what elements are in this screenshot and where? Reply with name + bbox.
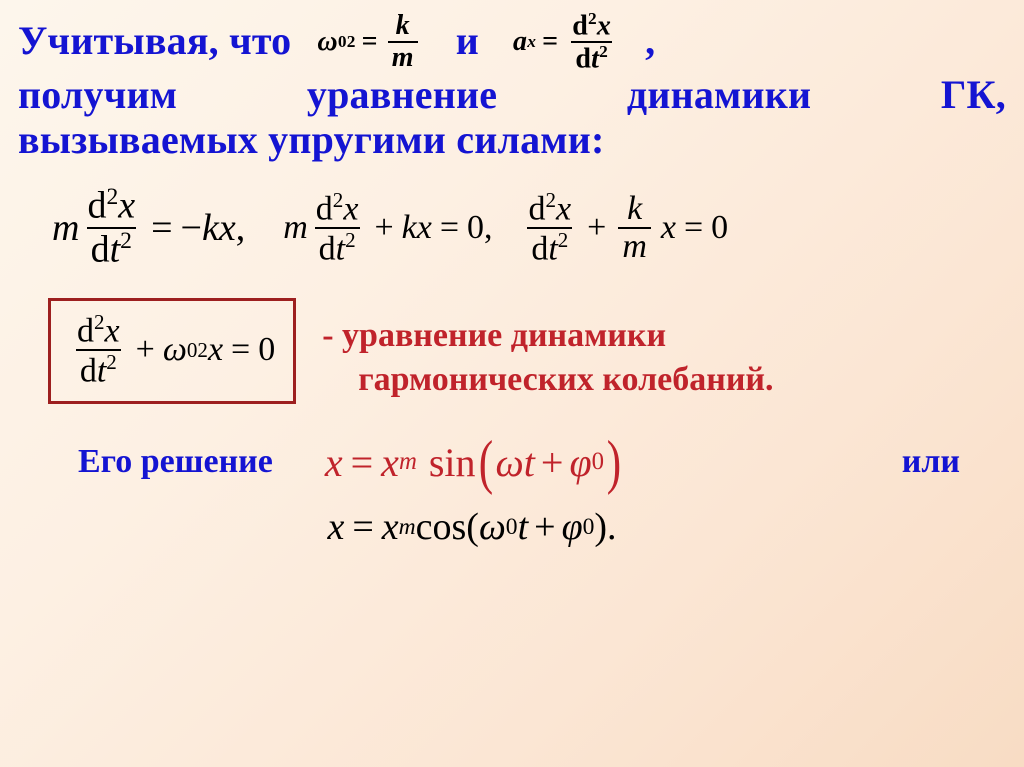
box-equals: = xyxy=(231,331,251,369)
eq1-comma: , xyxy=(235,206,246,249)
symbol-equals-2: = xyxy=(542,26,559,58)
solution-label: Его решение xyxy=(78,443,273,481)
eq3-num-k: k xyxy=(627,189,643,227)
heading-comma: , xyxy=(645,18,656,64)
sol-t: t xyxy=(523,439,535,485)
sol2-plus: + xyxy=(534,506,556,549)
annotation-line-2: гармонических колебаний. xyxy=(358,361,774,399)
equation-solution-sin xyxy=(324,429,624,496)
fraction-numerator-d2x xyxy=(568,10,615,41)
eq2-numerator xyxy=(312,189,363,227)
sol-rparen: ) xyxy=(606,429,622,496)
sol2-x: x xyxy=(327,506,345,549)
eq2-k: k xyxy=(401,208,417,246)
eq1-two2: 2 xyxy=(120,227,132,254)
sol-sin: sin xyxy=(428,439,476,485)
eq3-d2: d xyxy=(531,229,549,267)
eq3-x2: x xyxy=(660,208,676,246)
eq3-equals: = xyxy=(683,208,704,246)
heading-line-2 xyxy=(18,73,1006,118)
eq1-two: 2 xyxy=(106,184,119,211)
box-t: t xyxy=(96,352,107,390)
box-two-sup: 2 xyxy=(197,337,208,362)
heading-word-gk: ГК, xyxy=(940,72,1006,118)
annotation-red xyxy=(322,314,773,402)
heading-word-uravnenie: уравнение xyxy=(306,72,498,118)
fraction-denominator-dt2 xyxy=(571,41,612,74)
eq1-equals: = xyxy=(151,206,173,249)
eq2-comma: , xyxy=(484,208,493,246)
formula-acceleration-x xyxy=(513,10,619,73)
eq1-x2: x xyxy=(218,206,236,249)
symbol-equals: = xyxy=(361,26,378,58)
sol-lparen: ( xyxy=(478,429,493,496)
eq1-x: x xyxy=(118,184,136,227)
box-zero-sub: 0 xyxy=(186,337,198,362)
box-x2: x xyxy=(207,331,224,369)
sol2-m-sub: m xyxy=(398,513,416,540)
sol-equals: = xyxy=(350,439,374,485)
eq2-plus: + xyxy=(374,208,394,246)
sol2-phi: φ xyxy=(561,506,583,549)
eq1-minus: − xyxy=(180,206,202,249)
symbol-d: d xyxy=(572,10,589,42)
eq3-numerator xyxy=(525,189,576,227)
eq1-symbol-m: m xyxy=(52,206,80,249)
fraction-d2x-dt2 xyxy=(568,10,615,73)
symbol-zero-sub: 0 xyxy=(337,32,347,51)
eq3-t: t xyxy=(548,229,558,267)
eq3-denominator xyxy=(527,227,572,267)
eq2-equals: = xyxy=(439,208,459,246)
heading-line-3: вызываемых упругими силами: xyxy=(18,117,605,163)
eq1-d2: d xyxy=(90,228,110,271)
equations-row xyxy=(18,185,1006,270)
symbol-d-2: d xyxy=(575,43,592,75)
sol-xm: x xyxy=(381,439,399,485)
annotation-line-1: - уравнение динамики xyxy=(322,317,667,355)
sol-phi: φ xyxy=(569,439,592,485)
sol-omega: ω xyxy=(495,439,524,485)
eq2-two: 2 xyxy=(332,187,344,212)
heading-word-poluchim: получим xyxy=(18,72,178,118)
heading-conjunction: и xyxy=(455,18,479,64)
symbol-two-sup: 2 xyxy=(346,32,356,51)
eq2-fraction xyxy=(312,189,363,267)
sol2-xm: x xyxy=(381,506,399,549)
eq2-d: d xyxy=(315,189,333,227)
boxed-equation-frame xyxy=(48,298,296,404)
eq2-x2: x xyxy=(416,208,432,246)
eq2-d2: d xyxy=(318,229,336,267)
symbol-two-sup-2: 2 xyxy=(588,9,597,28)
heading-line-1 xyxy=(18,10,1006,73)
symbol-t: t xyxy=(591,43,600,75)
heading-word-dinamiki: динамики xyxy=(626,72,812,118)
box-two2: 2 xyxy=(106,350,117,375)
eq1-fraction xyxy=(83,185,139,270)
eq3-fraction-left xyxy=(525,189,576,267)
equation-newton-spring xyxy=(52,185,245,270)
eq1-denominator xyxy=(87,227,136,271)
eq1-k: k xyxy=(201,206,219,249)
eq1-d: d xyxy=(87,184,107,227)
solution-row xyxy=(18,429,1006,496)
fraction-k-over-m xyxy=(388,11,418,72)
sol2-lparen: ( xyxy=(466,506,479,549)
eq3-x: x xyxy=(556,189,572,227)
eq3-den-m: m xyxy=(618,227,651,265)
eq3-fraction-k-m xyxy=(618,191,651,264)
boxed-equation-row xyxy=(18,298,1006,404)
equation-spring-homogeneous xyxy=(283,189,492,267)
equation-normalized xyxy=(521,189,729,267)
symbol-omega: ω xyxy=(317,26,338,58)
fraction-numerator-k: k xyxy=(395,10,410,42)
fraction-denominator-m: m xyxy=(388,41,418,72)
solution-cos-row xyxy=(18,502,1006,549)
box-omega: ω xyxy=(162,331,187,369)
eq2-t: t xyxy=(335,229,346,267)
sol2-zero-sub-1: 0 xyxy=(505,513,518,540)
box-denominator xyxy=(76,349,121,389)
symbol-x: x xyxy=(596,10,612,42)
sol-x: x xyxy=(324,439,343,485)
equation-solution-cos xyxy=(327,505,616,549)
sol-plus: + xyxy=(540,439,564,485)
sol2-equals: = xyxy=(352,506,374,549)
box-plus: + xyxy=(135,331,155,369)
box-zero: 0 xyxy=(258,331,276,369)
box-d: d xyxy=(77,312,94,350)
eq1-numerator xyxy=(83,185,139,227)
eq3-zero: 0 xyxy=(711,208,729,246)
eq3-two2: 2 xyxy=(557,227,569,252)
sol-m-sub: m xyxy=(398,448,417,476)
eq3-two: 2 xyxy=(545,187,557,212)
sol2-t: t xyxy=(517,506,529,549)
box-fraction xyxy=(73,311,124,389)
sol2-rparen: ) xyxy=(594,506,608,549)
box-x: x xyxy=(104,312,120,350)
box-numerator xyxy=(73,311,124,349)
symbol-x-sub: x xyxy=(527,32,537,51)
eq2-zero: 0 xyxy=(467,208,484,246)
eq2-x: x xyxy=(343,189,359,227)
eq3-d: d xyxy=(528,189,546,227)
heading-block xyxy=(18,10,1006,163)
eq2-denominator xyxy=(315,227,360,267)
sol2-zero-sub-2: 0 xyxy=(582,513,595,540)
eq1-t: t xyxy=(109,228,121,271)
formula-omega-squared xyxy=(317,11,421,72)
box-d2: d xyxy=(79,352,97,390)
eq2-symbol-m: m xyxy=(283,208,308,246)
sol2-omega: ω xyxy=(478,506,506,549)
box-two: 2 xyxy=(94,310,105,335)
sol2-cos: cos xyxy=(415,506,467,549)
heading-text-intro: Учитывая, что xyxy=(18,18,292,64)
or-label: или xyxy=(901,443,960,481)
symbol-a: a xyxy=(513,26,528,58)
eq2-two2: 2 xyxy=(345,227,356,252)
sol2-period: . xyxy=(607,506,617,549)
sol-zero-sub: 0 xyxy=(591,448,605,476)
eq3-plus: + xyxy=(587,208,607,246)
equation-harmonic-dynamics xyxy=(69,311,275,389)
symbol-two-sup-3: 2 xyxy=(599,41,609,61)
